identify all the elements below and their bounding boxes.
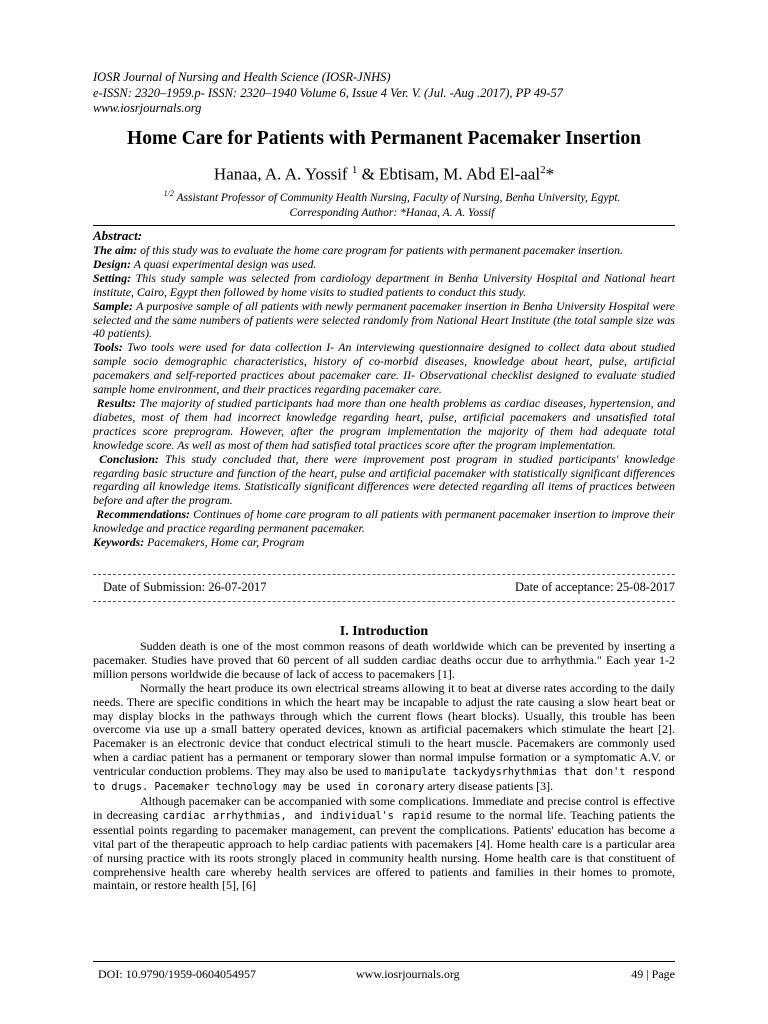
paper-title: Home Care for Patients with Permanent Pacemaker Insertion xyxy=(127,128,641,149)
dates-top-divider xyxy=(93,574,675,575)
section-heading-introduction: I. Introduction xyxy=(339,624,429,639)
intro-paragraph-2: Normally the heart produce its own electrical streams allowing it to beat at diverse rates according to the daily needs. There are specific conditions in which the heart may be incapable to adjust the rate causing a slow heart beat or may display blocks in the pathways through which the current flows (heart blocks). Usually, this trouble has been overcome via use up a small battery operated devices, known as artificial pacemakers which stimulate the heart [2]. Pacemaker is an electronic device that conduct electrical stimuli to the heart muscle. Pacemakers are commonly used when a cardiac patient has a permanent or temporary slower than normal impulse formation or a symptomatic A.V. or ventricular conduction problems. They may also be used to manipulate tackydysrhythmias that don't respond to drugs. Pacemaker technology may be used in coronary artery disease patients [3]. xyxy=(93,680,675,794)
submission-dates xyxy=(103,580,675,595)
intro-paragraph-1: Sudden death is one of the most common reasons of death worldwide which can be prevented by inserting a pacemaker. Studies have proved that 60 percent of all sudden cardiac deaths occur due to arrhythmia." Each year 1-2 million persons worldwide die because of lack of access to pacemakers [1]. xyxy=(93,639,675,681)
page-footer xyxy=(98,967,675,982)
abstract-conclusion: Conclusion: This study concluded that, there were improvement post program in studied participants' knowledge regarding basic structure and function of the heart, pulse and artificial pacemaker with statistically significant differences regarding all knowledge items. Statistically significant differences were detected regarding all items of practices between before and after the program. xyxy=(93,451,675,508)
author-1: Hanaa, A. A. Yossif xyxy=(213,164,352,184)
abstract-aim: The aim: of this study was to evaluate the home care program for patients with permanent pacemaker insertion. xyxy=(93,243,623,257)
abstract-recommendations: Recommendations: Continues of home care program to all patients with permanent pacemaker insertion to improve their knowledge and practice regarding permanent pacemaker. xyxy=(93,507,675,536)
abstract-design: Design: A quasi experimental design was used. xyxy=(93,256,317,271)
abstract xyxy=(93,228,675,550)
introduction-body xyxy=(93,640,675,893)
author-1-marker: 1 xyxy=(351,164,358,176)
abstract-top-rule xyxy=(93,225,675,226)
journal-issn: e-ISSN: 2320–1959.p- ISSN: 2320–1940 Volume 6, Issue 4 Ver. V. (Jul. -Aug .2017), PP 49-57 xyxy=(93,85,563,100)
author-list xyxy=(60,164,708,185)
footer-doi: DOI: 10.9790/1959-0604054957 xyxy=(98,967,256,981)
affiliation-text: Assistant Professor of Community Health Nursing, Faculty of Nursing, Benha University, Egypt. xyxy=(173,191,621,204)
abstract-tools: Tools: Two tools were used for data collection I- An interviewing questionnaire designed to collect data about studied sample socio demographic characteristics, history of co-morbid diseases, knowledge about heart, pulse, artificial pacemakers and self-reported practices about pacemaker care. II- Observational checklist designed to evaluate studied sample home environment, and their practices regarding pacemaker care. xyxy=(93,340,675,397)
intro-paragraph-3: Although pacemaker can be accompanied with some complications. Immediate and precise control is effective in decreasing cardiac arrhythmias, and individual's rapid resume to the normal life. Teaching patients the essential points regarding to pacemaker management, can prevent the complications. Patients' education has become a vital part of the therapeutic approach to help cardiac patients with pacemakers [4]. Home health care is a particular area of nursing practice with its roots strongly placed in community health nursing. Home health care is that constituent of comprehensive health care whereby health services are offered to patients and families in their homes to promote, maintain, or restore health [5], [6] xyxy=(93,793,676,893)
journal-name: IOSR Journal of Nursing and Health Science (IOSR-JNHS) xyxy=(93,70,391,84)
abstract-results: Results: The majority of studied participants had more than one health problems as cardiac diseases, hypertension, and diabetes, most of them had incorrect knowledge regarding heart, pulse, artificial pacemakers and unsatisfied total practices score preprogram. However, after the program implementation the majority of them had adequate total knowledge score. As well as most of them had satisfied total practices score after the program implementation. xyxy=(93,395,675,452)
journal-url: www.iosrjournals.org xyxy=(93,101,202,115)
affiliation-marker: 1/2 xyxy=(163,189,174,198)
acceptance-date: Date of acceptance: 25-08-2017 xyxy=(515,580,675,594)
abstract-sample: Sample: A purposive sample of all patients with newly permanent pacemaker insertion in Benha University Hospital were selected and the same numbers of patients were selected randomly from National Heart Institute (the total sample size was 40 patients). xyxy=(93,298,675,341)
dates-bottom-divider xyxy=(93,601,675,602)
author-2-star: * xyxy=(545,164,555,184)
page-number: 49 | Page xyxy=(631,967,675,981)
author-2: & Ebtisam, M. Abd El-aal xyxy=(357,164,541,184)
corresponding-author: Corresponding Author: *Hanaa, A. A. Yossif xyxy=(289,206,495,219)
footer-url: www.iosrjournals.org xyxy=(356,967,460,981)
abstract-heading: Abstract: xyxy=(93,228,143,243)
footer-rule xyxy=(93,961,675,962)
author-2-marker: 2 xyxy=(540,164,546,176)
affiliation xyxy=(92,186,692,221)
abstract-setting: Setting: This study sample was selected from cardiology department in Benha University Hospital and National heart institute, Cairo, Egypt then followed by home visits to studied patients to conduct this study. xyxy=(93,270,675,299)
submission-date: Date of Submission: 26-07-2017 xyxy=(103,580,267,594)
abstract-keywords: Keywords: Pacemakers, Home car, Program xyxy=(93,535,305,550)
journal-header xyxy=(93,70,693,117)
